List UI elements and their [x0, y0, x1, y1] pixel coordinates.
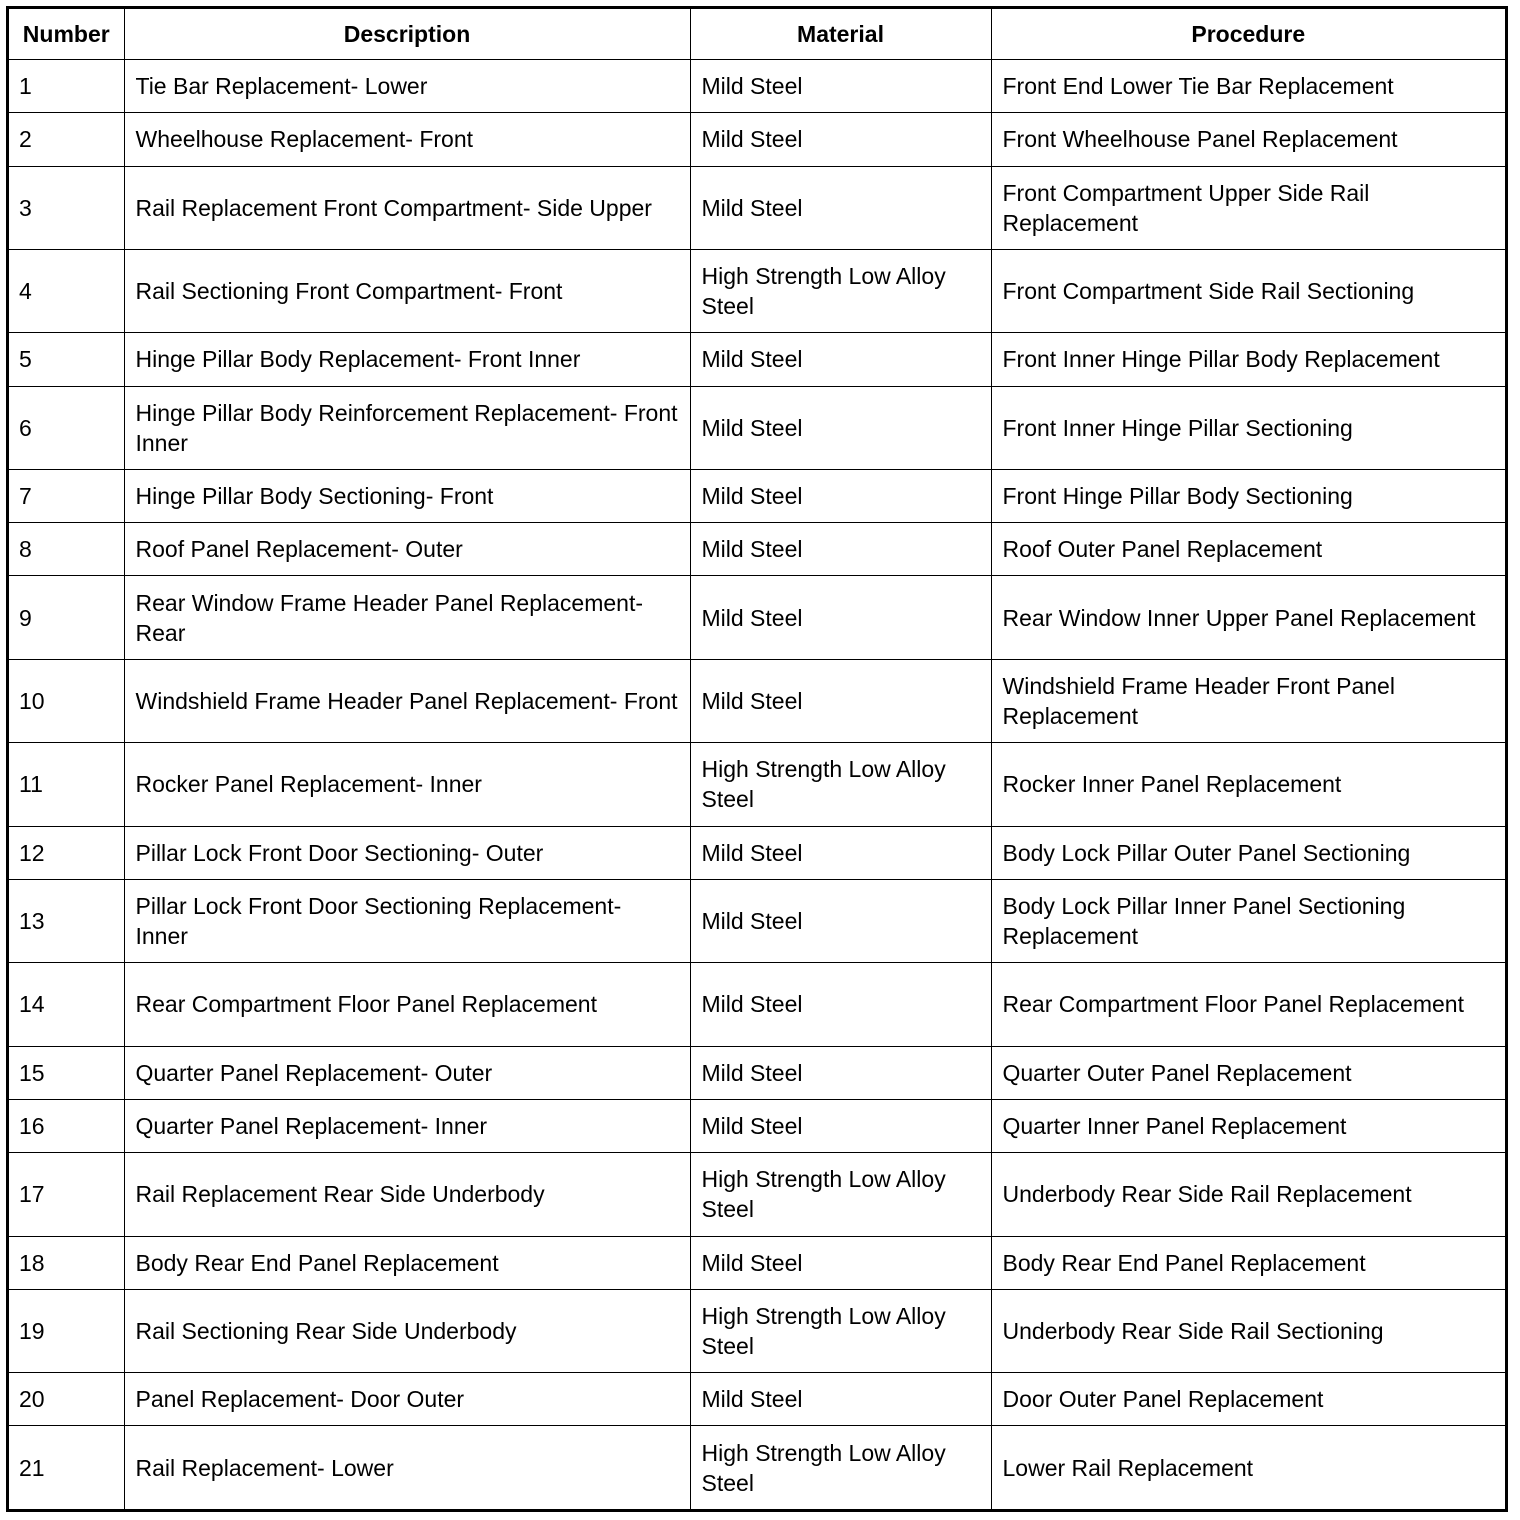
- cell-procedure: Rocker Inner Panel Replacement: [991, 743, 1505, 826]
- cell-description: Tie Bar Replacement- Lower: [124, 60, 690, 113]
- cell-number: 2: [9, 113, 124, 166]
- cell-number: 5: [9, 333, 124, 386]
- header-row: [9, 9, 1505, 60]
- cell-material: Mild Steel: [690, 963, 991, 1046]
- cell-procedure: Underbody Rear Side Rail Sectioning: [991, 1289, 1505, 1372]
- cell-number: 1: [9, 60, 124, 113]
- cell-description: Rail Sectioning Rear Side Underbody: [124, 1289, 690, 1372]
- cell-material: Mild Steel: [690, 576, 991, 659]
- cell-number: 9: [9, 576, 124, 659]
- parts-table-frame: [6, 6, 1508, 1512]
- cell-number: 21: [9, 1426, 124, 1509]
- header-procedure: Procedure: [991, 9, 1505, 60]
- cell-procedure: Front Hinge Pillar Body Sectioning: [991, 469, 1505, 522]
- table-row: [9, 249, 1505, 332]
- cell-material: Mild Steel: [690, 1373, 991, 1426]
- cell-description: Pillar Lock Front Door Sectioning- Outer: [124, 826, 690, 879]
- cell-procedure: Body Lock Pillar Inner Panel Sectioning Replacement: [991, 879, 1505, 962]
- table-row: [9, 113, 1505, 166]
- cell-description: Roof Panel Replacement- Outer: [124, 523, 690, 576]
- cell-number: 18: [9, 1236, 124, 1289]
- table-row: [9, 1289, 1505, 1372]
- cell-material: High Strength Low Alloy Steel: [690, 1153, 991, 1236]
- table-row: [9, 1426, 1505, 1509]
- cell-procedure: Front End Lower Tie Bar Replacement: [991, 60, 1505, 113]
- cell-procedure: Windshield Frame Header Front Panel Replacement: [991, 659, 1505, 742]
- table-row: [9, 333, 1505, 386]
- cell-number: 3: [9, 166, 124, 249]
- cell-number: 12: [9, 826, 124, 879]
- cell-number: 4: [9, 249, 124, 332]
- table-row: [9, 386, 1505, 469]
- table-row: [9, 826, 1505, 879]
- table-row: [9, 469, 1505, 522]
- table-row: [9, 963, 1505, 1046]
- cell-description: Rail Replacement Rear Side Underbody: [124, 1153, 690, 1236]
- cell-material: Mild Steel: [690, 386, 991, 469]
- cell-procedure: Body Rear End Panel Replacement: [991, 1236, 1505, 1289]
- cell-procedure: Front Inner Hinge Pillar Body Replacement: [991, 333, 1505, 386]
- cell-procedure: Underbody Rear Side Rail Replacement: [991, 1153, 1505, 1236]
- table-row: [9, 576, 1505, 659]
- cell-procedure: Rear Compartment Floor Panel Replacement: [991, 963, 1505, 1046]
- cell-procedure: Quarter Outer Panel Replacement: [991, 1046, 1505, 1099]
- table-row: [9, 1236, 1505, 1289]
- cell-material: Mild Steel: [690, 879, 991, 962]
- cell-description: Rail Sectioning Front Compartment- Front: [124, 249, 690, 332]
- cell-number: 20: [9, 1373, 124, 1426]
- cell-description: Rail Replacement Front Compartment- Side Upper: [124, 166, 690, 249]
- cell-material: High Strength Low Alloy Steel: [690, 249, 991, 332]
- cell-description: Quarter Panel Replacement- Inner: [124, 1099, 690, 1152]
- cell-material: High Strength Low Alloy Steel: [690, 1289, 991, 1372]
- cell-description: Body Rear End Panel Replacement: [124, 1236, 690, 1289]
- cell-number: 10: [9, 659, 124, 742]
- cell-procedure: Front Inner Hinge Pillar Sectioning: [991, 386, 1505, 469]
- cell-description: Rocker Panel Replacement- Inner: [124, 743, 690, 826]
- cell-number: 14: [9, 963, 124, 1046]
- cell-procedure: Rear Window Inner Upper Panel Replacement: [991, 576, 1505, 659]
- cell-number: 17: [9, 1153, 124, 1236]
- cell-procedure: Front Compartment Side Rail Sectioning: [991, 249, 1505, 332]
- cell-description: Rail Replacement- Lower: [124, 1426, 690, 1509]
- cell-material: Mild Steel: [690, 113, 991, 166]
- cell-number: 16: [9, 1099, 124, 1152]
- cell-procedure: Front Wheelhouse Panel Replacement: [991, 113, 1505, 166]
- table-row: [9, 1373, 1505, 1426]
- table-row: [9, 1046, 1505, 1099]
- cell-material: Mild Steel: [690, 1099, 991, 1152]
- cell-number: 7: [9, 469, 124, 522]
- cell-material: Mild Steel: [690, 60, 991, 113]
- cell-description: Hinge Pillar Body Replacement- Front Inner: [124, 333, 690, 386]
- parts-table: [9, 9, 1505, 1509]
- cell-procedure: Front Compartment Upper Side Rail Replacement: [991, 166, 1505, 249]
- cell-procedure: Body Lock Pillar Outer Panel Sectioning: [991, 826, 1505, 879]
- header-material: Material: [690, 9, 991, 60]
- cell-description: Pillar Lock Front Door Sectioning Replacement- Inner: [124, 879, 690, 962]
- cell-description: Hinge Pillar Body Sectioning- Front: [124, 469, 690, 522]
- cell-description: Wheelhouse Replacement- Front: [124, 113, 690, 166]
- cell-description: Panel Replacement- Door Outer: [124, 1373, 690, 1426]
- table-row: [9, 166, 1505, 249]
- table-row: [9, 1099, 1505, 1152]
- cell-number: 13: [9, 879, 124, 962]
- cell-material: Mild Steel: [690, 1046, 991, 1099]
- cell-material: High Strength Low Alloy Steel: [690, 743, 991, 826]
- cell-number: 8: [9, 523, 124, 576]
- cell-material: Mild Steel: [690, 523, 991, 576]
- table-row: [9, 523, 1505, 576]
- cell-material: Mild Steel: [690, 659, 991, 742]
- cell-number: 15: [9, 1046, 124, 1099]
- table-row: [9, 1153, 1505, 1236]
- cell-description: Rear Compartment Floor Panel Replacement: [124, 963, 690, 1046]
- cell-procedure: Door Outer Panel Replacement: [991, 1373, 1505, 1426]
- header-number: Number: [9, 9, 124, 60]
- cell-description: Hinge Pillar Body Reinforcement Replacement- Front Inner: [124, 386, 690, 469]
- cell-material: Mild Steel: [690, 166, 991, 249]
- cell-material: Mild Steel: [690, 469, 991, 522]
- cell-number: 6: [9, 386, 124, 469]
- table-row: [9, 60, 1505, 113]
- cell-material: Mild Steel: [690, 333, 991, 386]
- cell-description: Windshield Frame Header Panel Replacement- Front: [124, 659, 690, 742]
- table-row: [9, 743, 1505, 826]
- cell-procedure: Roof Outer Panel Replacement: [991, 523, 1505, 576]
- cell-number: 19: [9, 1289, 124, 1372]
- header-description: Description: [124, 9, 690, 60]
- table-row: [9, 879, 1505, 962]
- cell-description: Rear Window Frame Header Panel Replacement- Rear: [124, 576, 690, 659]
- table-row: [9, 659, 1505, 742]
- cell-material: Mild Steel: [690, 826, 991, 879]
- cell-procedure: Quarter Inner Panel Replacement: [991, 1099, 1505, 1152]
- cell-material: Mild Steel: [690, 1236, 991, 1289]
- cell-number: 11: [9, 743, 124, 826]
- cell-description: Quarter Panel Replacement- Outer: [124, 1046, 690, 1099]
- cell-procedure: Lower Rail Replacement: [991, 1426, 1505, 1509]
- cell-material: High Strength Low Alloy Steel: [690, 1426, 991, 1509]
